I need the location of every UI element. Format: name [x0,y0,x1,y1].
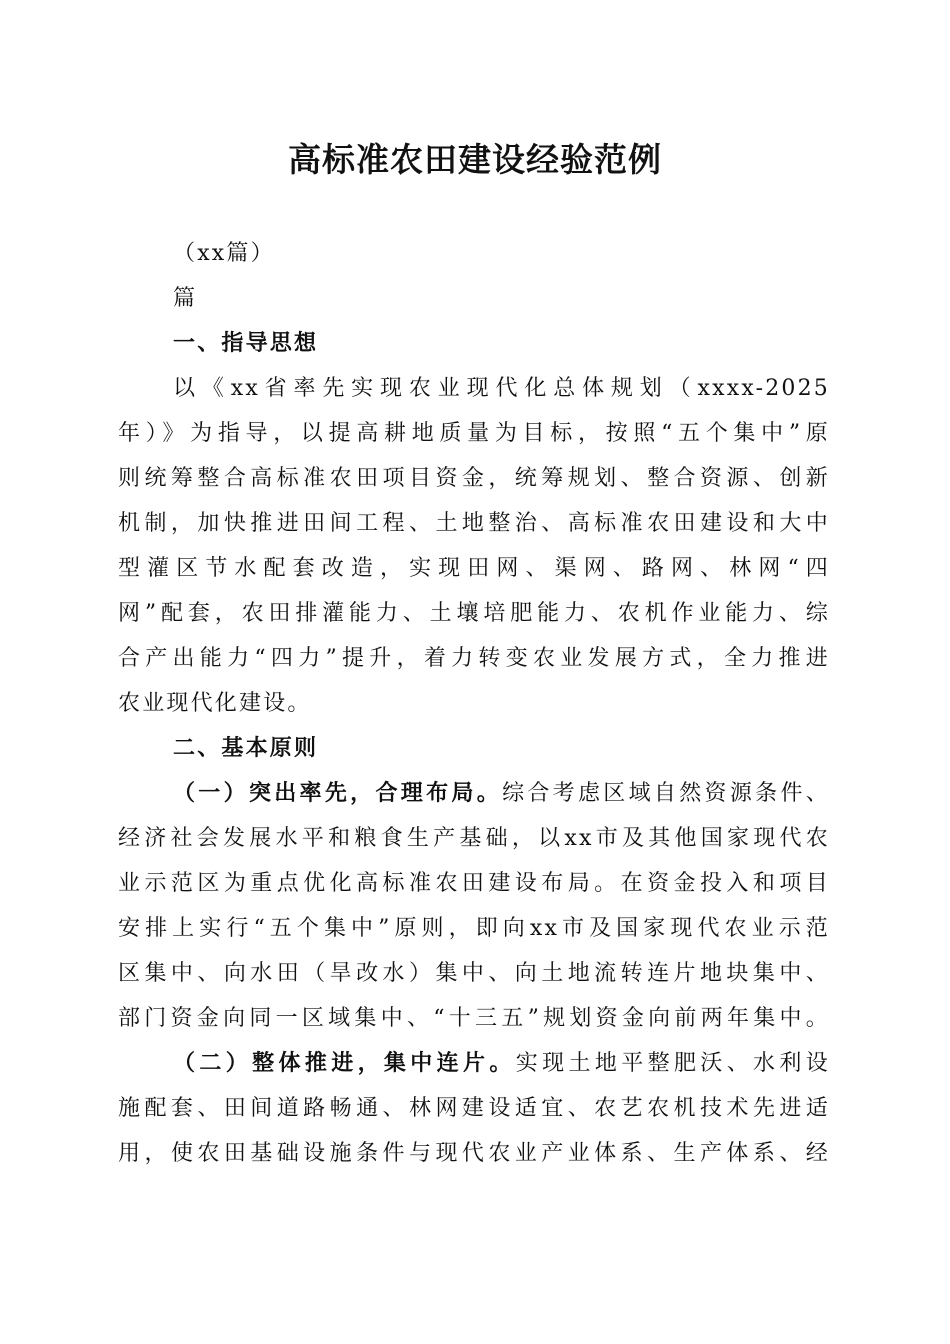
item-first-text: 综合考虑区域自然资源条件、 [502,781,830,806]
document-title: 高标准农田建设经验范例 [288,140,662,179]
paragraph-line: 网”配套，农田排灌能力、土壤培肥能力、农机作业能力、综 [118,601,830,626]
paragraph-line: 农业现代化建设。 [118,691,312,716]
item-first-text: 实现土地平整肥沃、水利设 [515,1051,830,1076]
section-heading: 二、基本原则 [173,736,319,761]
item-lead: （二）整体推进，集中连片。 [173,1050,516,1076]
paragraph-line: 经济社会发展水平和粮食生产基础，以xx市及其他国家现代农 [118,826,830,851]
paragraph-line: 业示范区为重点优化高标准农田建设布局。在资金投入和项目 [118,871,830,896]
item-lead: （一）突出率先，合理布局。 [173,780,503,806]
paragraph-line: 安排上实行“五个集中”原则，即向xx市及国家现代农业示范 [118,916,830,941]
document-body [118,231,830,1176]
paragraph-line: 以《xx省率先实现农业现代化总体规划（xxxx-2025 [173,376,830,401]
paragraph-line: 区集中、向水田（旱改水）集中、向土地流转连片地块集中、 [118,961,830,986]
paragraph-line: 合产出能力“四力”提升，着力转变农业发展方式，全力推进 [118,646,830,671]
paragraph-line: 施配套、田间道路畅通、林网建设适宜、农艺农机技术先进适 [118,1096,830,1121]
paragraph-line [118,771,830,816]
document-subtitle: （xx篇） [173,241,275,266]
paragraph-line: 机制，加快推进田间工程、土地整治、高标准农田建设和大中 [118,511,830,536]
paragraph-line: 则统筹整合高标准农田项目资金，统筹规划、整合资源、创新 [118,466,830,491]
paragraph-line: 用，使农田基础设施条件与现代农业产业体系、生产体系、经 [118,1141,830,1166]
document-marker: 篇 [173,286,198,311]
paragraph-line: 部门资金向同一区域集中、“十三五”规划资金向前两年集中。 [118,1006,830,1031]
section-heading: 一、指导思想 [173,331,319,356]
paragraph-line: 年）》为指导，以提高耕地质量为目标，按照“五个集中”原 [118,421,830,446]
paragraph-line: 型灌区节水配套改造，实现田网、渠网、路网、林网“四 [118,556,830,581]
paragraph-line [118,1041,830,1086]
